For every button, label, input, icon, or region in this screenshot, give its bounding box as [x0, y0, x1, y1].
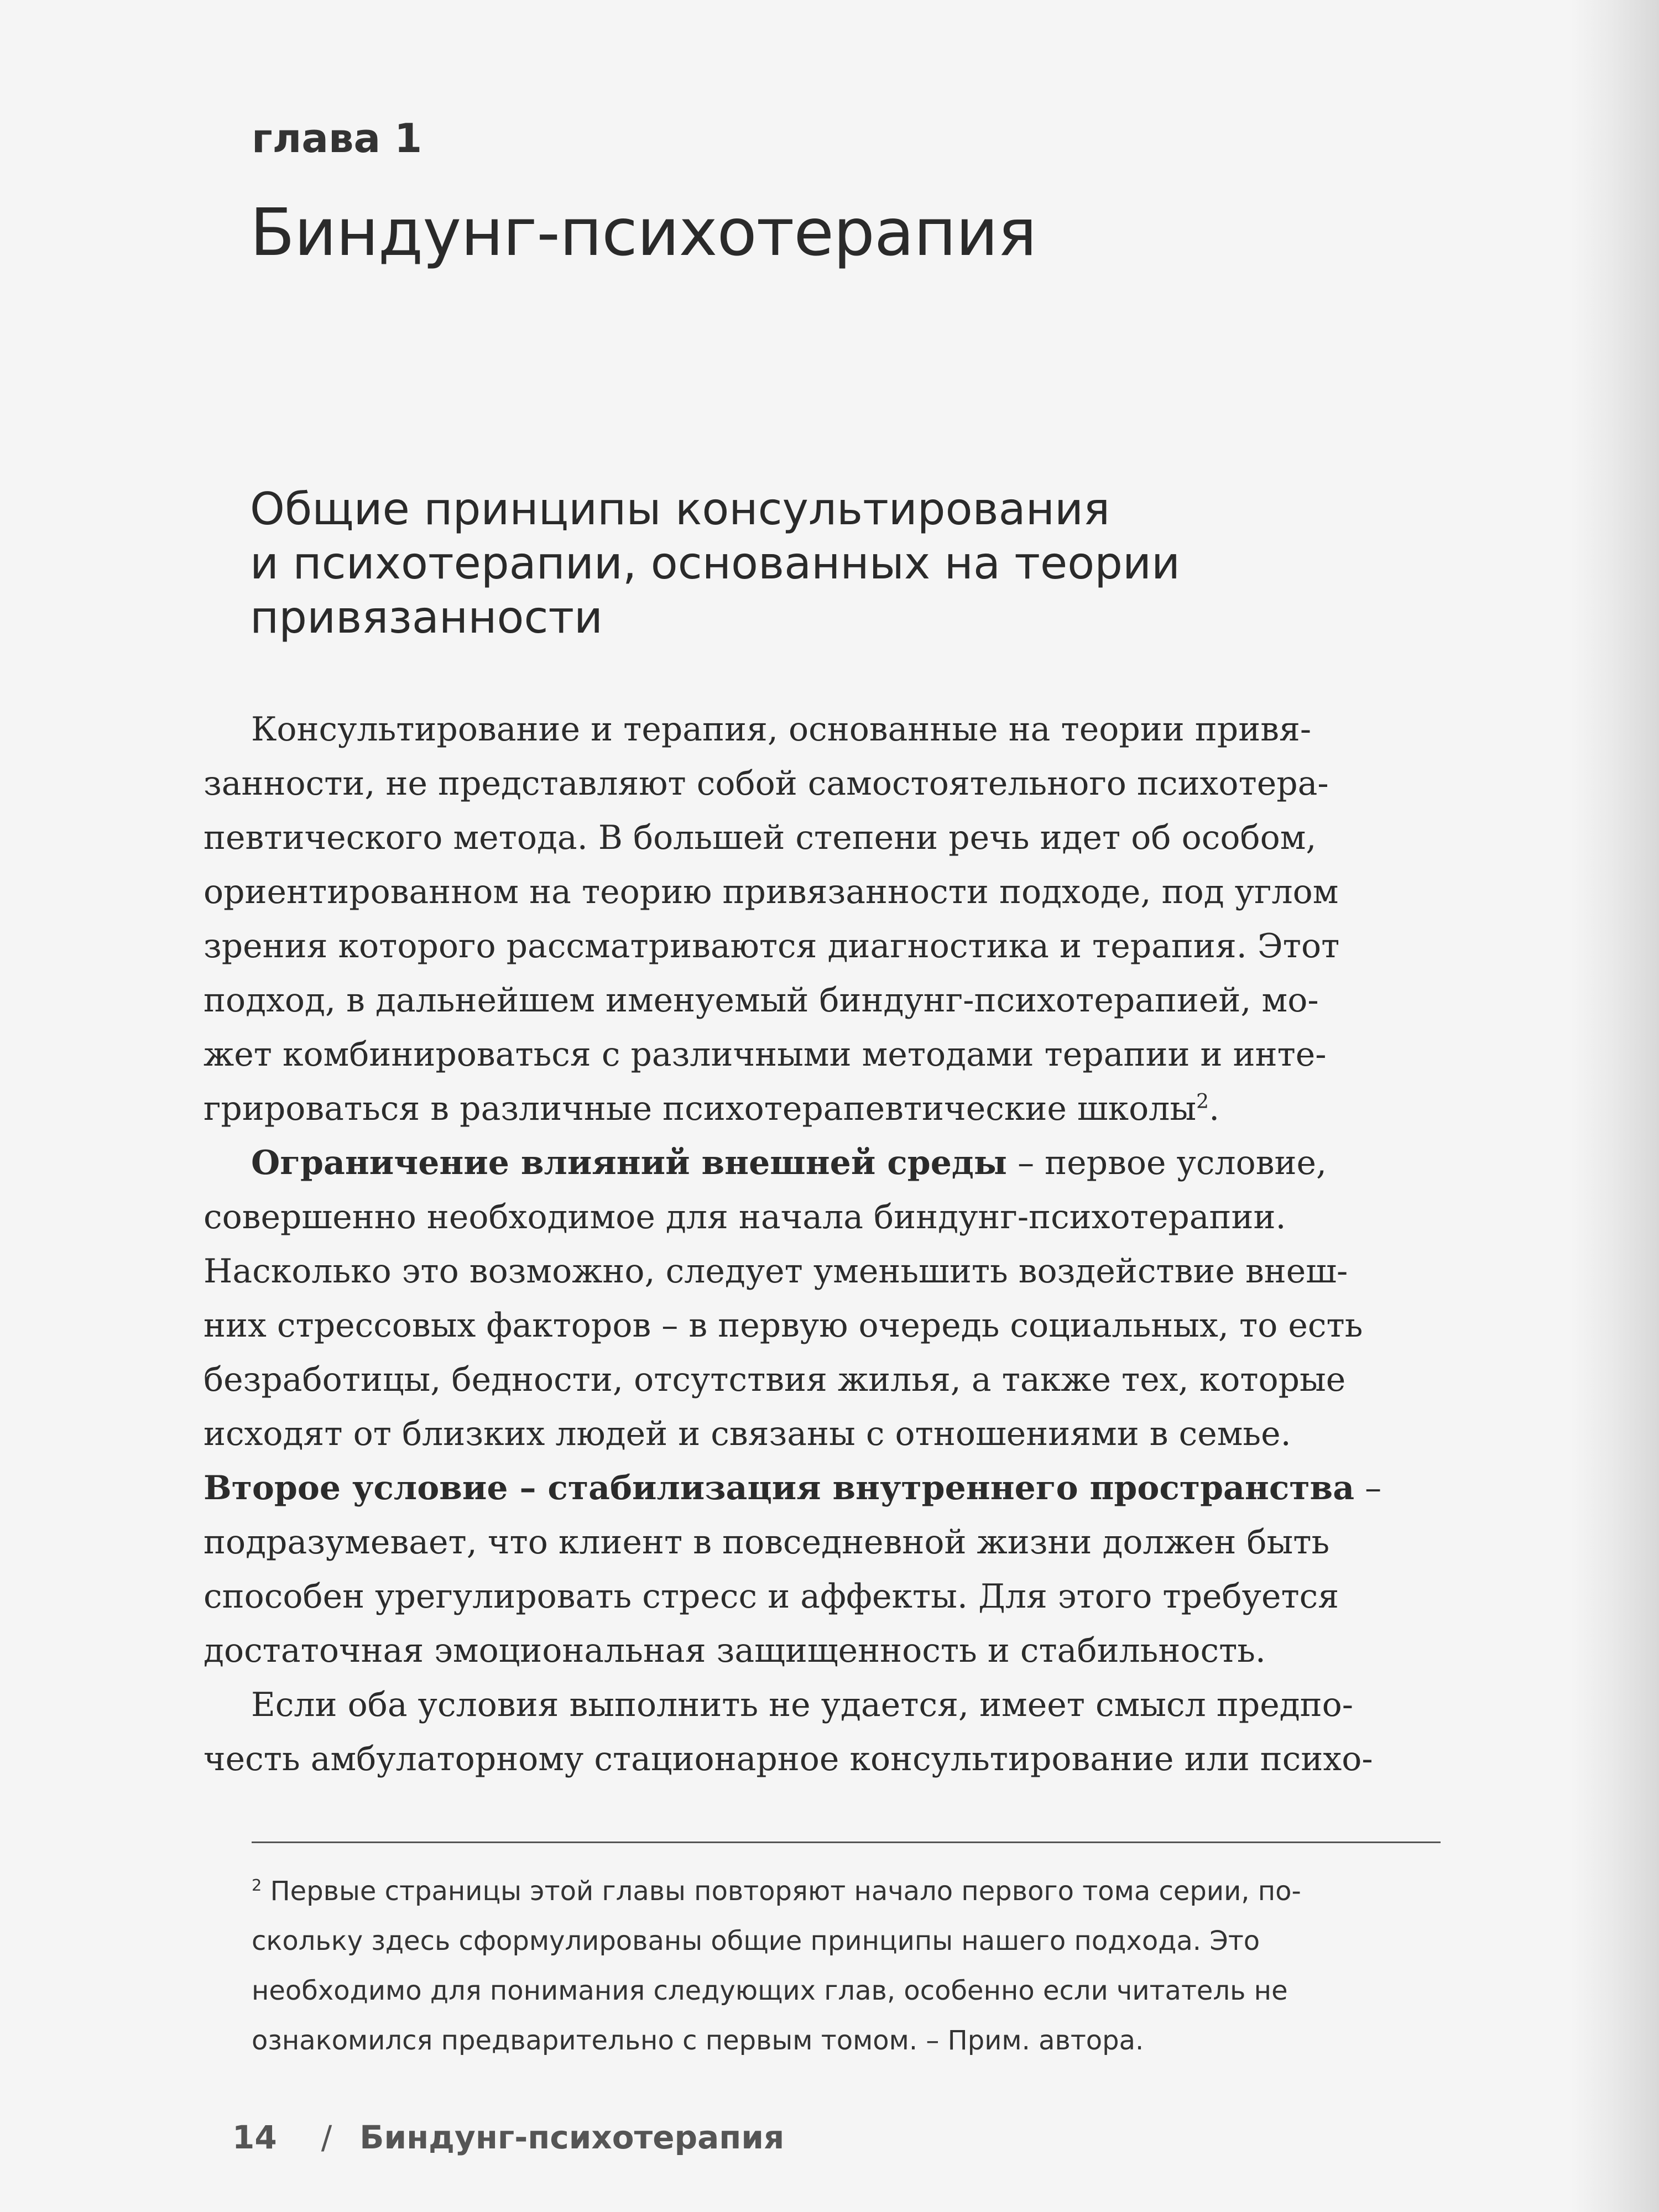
footnote-line-text: Первые страницы этой главы повторяют начало первого тома серии, по- [262, 1876, 1301, 1907]
footnote-reference[interactable]: 2 [1196, 1091, 1209, 1113]
section-title-line: и психотерапии, основанных на теории [250, 538, 1180, 589]
footnote [252, 1866, 1301, 2065]
body-line-text: – первое условие, [1018, 1144, 1327, 1182]
section-title-line: привязанности [250, 592, 603, 643]
body-line-end: – [1354, 1469, 1382, 1507]
chapter-label: глава 1 [252, 115, 422, 161]
body-line: Насколько это возможно, следует уменьшить воздействие внеш- [204, 1252, 1348, 1291]
body-line: занности, не представляют собой самостоятельного психотера- [204, 764, 1329, 803]
page-number: 14 [232, 2119, 277, 2156]
section-title [250, 482, 1180, 645]
bold-phrase: Второе условие – стабилизация внутреннего пространства [204, 1469, 1355, 1507]
footnote-divider [252, 1841, 1441, 1843]
body-line: Если оба условия выполнить не удается, имеет смысл предпо- [251, 1686, 1354, 1724]
page-gutter-shadow [1571, 0, 1659, 2212]
footnote-line: ознакомился предварительно с первым томом. – Прим. автора. [252, 2025, 1144, 2056]
section-title-line: Общие принципы консультирования [250, 483, 1110, 535]
body-line: исходят от близких людей и связаны с отношениями в семье. [204, 1415, 1291, 1453]
body-line [204, 1461, 1475, 1515]
footnote-line: скольку здесь сформулированы общие принципы нашего подхода. Это [252, 1926, 1260, 1957]
body-line: подход, в дальнейшем именуемый биндунг-психотерапией, мо- [204, 981, 1319, 1020]
body-line: честь амбулаторному стационарное консультирование или психо- [204, 1740, 1373, 1778]
running-footer [232, 2115, 784, 2159]
body-line: ориентированном на теорию привязанности подходе, под углом [204, 873, 1339, 911]
body-line-text: грироваться в различные психотерапевтические школы [204, 1089, 1197, 1128]
footnote-line: необходимо для понимания следующих глав, особенно если читатель не [252, 1975, 1288, 2006]
body-line: Консультирование и терапия, основанные на теории привя- [251, 710, 1312, 749]
footnote-line [252, 1866, 1301, 1916]
body-line: них стрессовых факторов – в первую очередь социальных, то есть [204, 1306, 1363, 1345]
body-line: подразумевает, что клиент в повседневной жизни должен быть [204, 1523, 1330, 1562]
footer-separator: / [321, 2119, 332, 2156]
body-line: жет комбинироваться с различными методами терапии и инте- [204, 1035, 1327, 1074]
body-line: безработицы, бедности, отсутствия жилья, а также тех, которые [204, 1360, 1346, 1399]
footnote-number: 2 [252, 1876, 262, 1895]
chapter-title: Биндунг-психотерапия [250, 194, 1037, 270]
body-line: зрения которого рассматриваются диагностика и терапия. Этот [204, 927, 1340, 966]
body-line: достаточная эмоциональная защищенность и стабильность. [204, 1631, 1266, 1670]
body-line: певтического метода. В большей степени речь идет об особом, [204, 818, 1317, 857]
running-title: Биндунг-психотерапия [359, 2119, 785, 2156]
body-line [204, 1082, 1475, 1136]
body-text [204, 702, 1475, 1786]
body-line-end: . [1209, 1089, 1220, 1128]
body-line: способен урегулировать стресс и аффекты. Для этого требуется [204, 1577, 1339, 1616]
body-line: совершенно необходимое для начала биндунг-психотерапии. [204, 1198, 1286, 1237]
bold-phrase: Ограничение влияний внешней среды [251, 1144, 1008, 1182]
body-line [204, 1136, 1475, 1190]
